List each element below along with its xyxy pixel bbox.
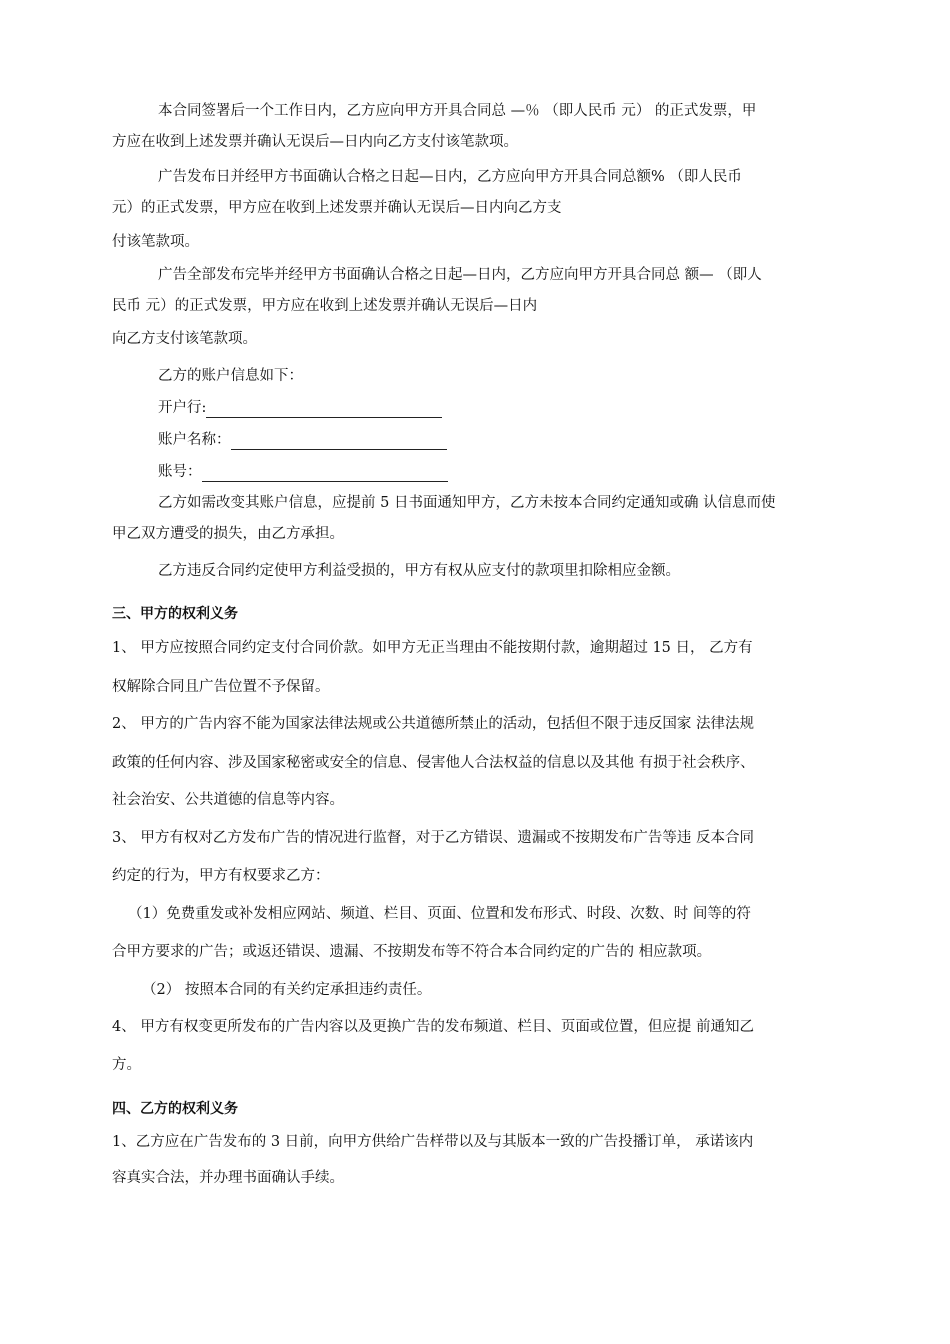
s3-sub-1-line-2: 合甲方要求的广告；或返还错误、遗漏、不按期发布等不符合本合同约定的广告的 相应款项。 bbox=[112, 944, 712, 960]
deduction-clause: 乙方违反合同约定使甲方利益受损的，甲方有权从应支付的款项里扣除相应金额。 bbox=[158, 563, 680, 579]
account-intro: 乙方的账户信息如下： bbox=[158, 368, 303, 384]
s3-item-2-line-1: 2、 甲方的广告内容不能为国家法律法规或公共道德所禁止的活动，包括但不限于违反国家 法律法规 bbox=[112, 716, 754, 732]
payment-term-3-line-3: 向乙方支付该笔款项。 bbox=[112, 331, 257, 347]
payment-term-1-line-2: 方应在收到上述发票并确认无误后—日内向乙方支付该笔款项。 bbox=[112, 134, 518, 150]
account-change-line-2: 甲乙双方遭受的损失，由乙方承担。 bbox=[112, 526, 344, 542]
payment-term-3-line-2: 民币 元）的正式发票，甲方应在收到上述发票并确认无误后—日内 bbox=[112, 298, 538, 314]
payment-term-3-line-1: 广告全部发布完毕并经甲方书面确认合格之日起—日内，乙方应向甲方开具合同总 额— （即人 bbox=[158, 267, 762, 283]
payment-term-1-line-1: 本合同签署后一个工作日内，乙方应向甲方开具合同总 —％ （即人民币 元） 的正式发票，甲 bbox=[158, 103, 757, 119]
account-name-label: 账户名称： bbox=[158, 432, 231, 448]
s3-item-2-line-3: 社会治安、公共道德的信息等内容。 bbox=[112, 792, 344, 808]
s3-item-4-line-2: 方。 bbox=[112, 1057, 141, 1073]
s3-item-1-line-1: 1、 甲方应按照合同约定支付合同价款。如甲方无正当理由不能按期付款，逾期超过 15 日， 乙方有 bbox=[112, 640, 753, 656]
account-change-line-1: 乙方如需改变其账户信息，应提前 5 日书面通知甲方，乙方未按本合同约定通知或确 认信息而使 bbox=[158, 495, 776, 511]
account-number-label: 账号： bbox=[158, 464, 202, 480]
payment-term-2-line-1: 广告发布日并经甲方书面确认合格之日起—日内，乙方应向甲方开具合同总额% （即人民币 bbox=[158, 169, 742, 185]
payment-term-2-line-3: 付该笔款项。 bbox=[112, 234, 199, 250]
s3-item-3-line-2: 约定的行为，甲方有权要求乙方： bbox=[112, 868, 330, 884]
account-name-field-row bbox=[158, 430, 447, 450]
section-4-title: 四、乙方的权利义务 bbox=[112, 1101, 238, 1117]
s3-item-2-line-2: 政策的任何内容、涉及国家秘密或安全的信息、侵害他人合法权益的信息以及其他 有损于社会秩序、 bbox=[112, 755, 755, 771]
s3-item-3-line-1: 3、 甲方有权对乙方发布广告的情况进行监督，对于乙方错误、遗漏或不按期发布广告等违 反本合同 bbox=[112, 830, 754, 846]
s4-item-1-line-2: 容真实合法，并办理书面确认手续。 bbox=[112, 1170, 344, 1186]
bank-blank[interactable] bbox=[206, 401, 442, 418]
s3-item-1-line-2: 权解除合同且广告位置不予保留。 bbox=[112, 679, 330, 695]
s3-item-4-line-1: 4、 甲方有权变更所发布的广告内容以及更换广告的发布频道、栏目、页面或位置，但应提 前通知乙 bbox=[112, 1019, 754, 1035]
bank-label: 开户行: bbox=[158, 400, 207, 416]
account-number-field-row bbox=[158, 462, 448, 482]
s3-sub-2: （2） 按照本合同的有关约定承担违约责任。 bbox=[142, 982, 432, 998]
payment-term-2-line-2: 元）的正式发票，甲方应在收到上述发票并确认无误后—日内向乙方支 bbox=[112, 200, 562, 216]
s4-item-1-line-1: 1、乙方应在广告发布的 3 日前，向甲方供给广告样带以及与其版本一致的广告投播订单， 承诺该内 bbox=[112, 1134, 754, 1150]
bank-field-row bbox=[158, 398, 442, 418]
account-number-blank[interactable] bbox=[202, 465, 448, 482]
s3-sub-1-line-1: （1）免费重发或补发相应网站、频道、栏目、页面、位置和发布形式、时段、次数、时 间等的符 bbox=[128, 906, 751, 922]
section-3-title: 三、甲方的权利义务 bbox=[112, 606, 238, 622]
account-name-blank[interactable] bbox=[231, 433, 447, 450]
